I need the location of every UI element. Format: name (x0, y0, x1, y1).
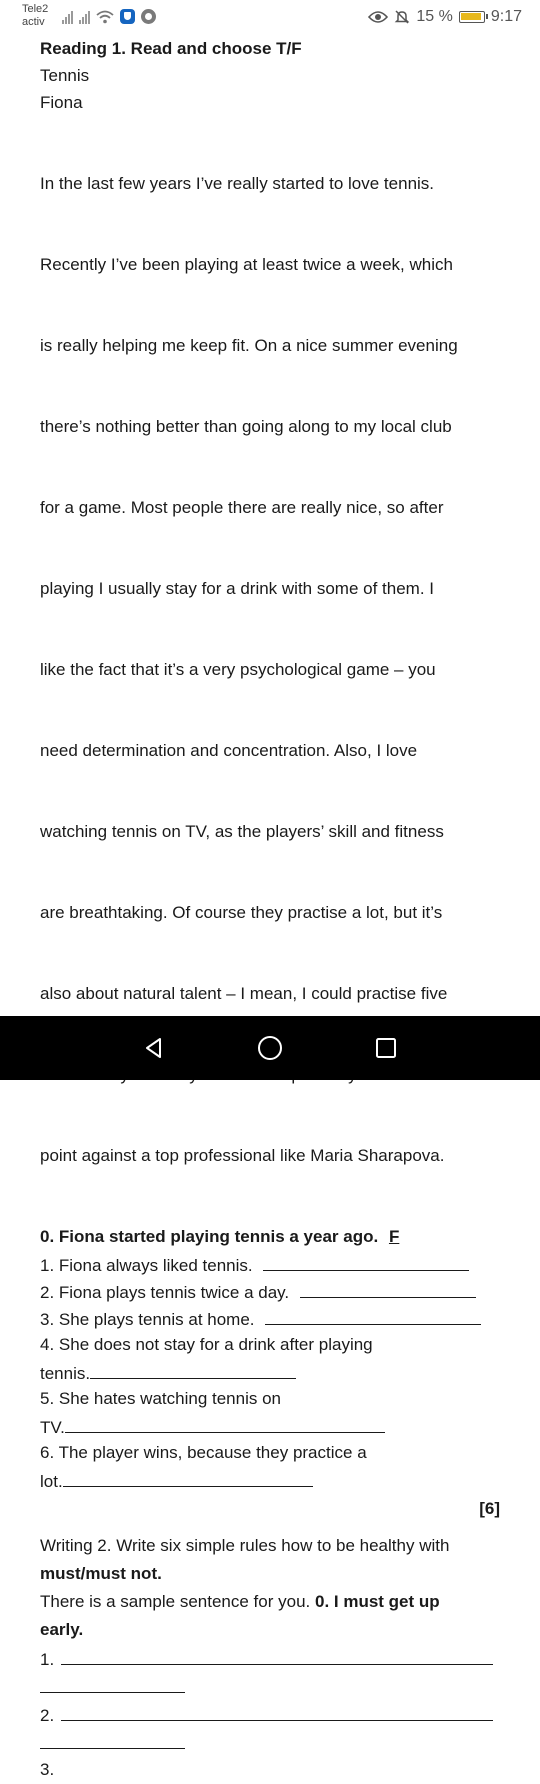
sample-sentence-cont: early. (40, 1620, 84, 1639)
writing-item-3 (40, 1756, 510, 1784)
question-4-text: tennis. (40, 1364, 91, 1383)
back-icon (142, 1036, 166, 1060)
writing-blank[interactable] (40, 1672, 185, 1693)
recents-button[interactable] (371, 1033, 401, 1063)
answer-blank[interactable] (300, 1277, 476, 1298)
writing-item-1-cont (40, 1672, 510, 1700)
question-5-text: TV. (40, 1418, 65, 1437)
passage-line: In the last few years I’ve really started to love tennis. (40, 174, 435, 193)
recents-icon (375, 1037, 397, 1059)
status-icons-right (368, 8, 522, 26)
passage-line: watching tennis on TV, as the players’ skill and fitness (40, 822, 444, 841)
writing-heading: Writing 2. Write six simple rules how to be healthy with (40, 1536, 450, 1555)
signal-icon (62, 10, 73, 24)
writing-blank[interactable] (61, 1644, 493, 1665)
shield-app-icon (120, 9, 135, 24)
battery-icon (459, 11, 485, 23)
writing-item-1 (40, 1644, 510, 1672)
question-5-cont (40, 1412, 510, 1439)
battery-percent: 15 % (416, 8, 453, 25)
carrier-sub: activ (22, 16, 45, 28)
passage-line: is really helping me keep fit. On a nice summer evening (40, 336, 458, 355)
signal-icon (79, 10, 90, 24)
reading-topic: Tennis (40, 66, 90, 85)
passage-line: playing I usually stay for a drink with some of them. I (40, 579, 435, 598)
passage-line: Recently I’ve been playing at least twice a week, which (40, 255, 453, 274)
question-4: 4. She does not stay for a drink after playing (40, 1335, 373, 1354)
question-1-text: 1. Fiona always liked tennis. (40, 1256, 253, 1275)
writing-item-number: 2. (40, 1706, 55, 1725)
home-button[interactable] (255, 1033, 285, 1063)
question-6: 6. The player wins, because they practice a (40, 1443, 367, 1462)
question-2 (40, 1277, 510, 1304)
carrier (22, 3, 48, 29)
reading-heading: Reading 1. Read and choose T/F (40, 39, 302, 58)
reading-score: [6] (479, 1499, 500, 1518)
mute-icon (394, 9, 410, 25)
home-icon (257, 1035, 283, 1061)
question-4-cont (40, 1358, 510, 1385)
wifi-icon (96, 10, 114, 24)
answer-blank[interactable] (63, 1466, 313, 1487)
answer-blank[interactable] (90, 1358, 296, 1379)
worksheet (40, 35, 510, 1784)
passage-line: there’s nothing better than going along to my local club (40, 417, 452, 436)
writing-item-number: 1. (40, 1650, 55, 1669)
question-6-text: lot. (40, 1472, 63, 1491)
sample-sentence: 0. I must get up (314, 1592, 440, 1611)
reading-author: Fiona (40, 93, 83, 112)
writing-item-2 (40, 1700, 510, 1728)
clock: 9:17 (490, 8, 522, 25)
eye-icon (368, 10, 388, 24)
question-2-text: 2. Fiona plays tennis twice a day. (40, 1283, 290, 1302)
example-answer: F (388, 1227, 400, 1246)
writing-sample (40, 1588, 510, 1616)
browser-icon (141, 9, 156, 24)
writing-item-2-cont (40, 1728, 510, 1756)
answer-blank[interactable] (265, 1304, 481, 1325)
question-1 (40, 1250, 510, 1277)
question-3 (40, 1304, 510, 1331)
status-icons-left (62, 9, 156, 24)
question-3-text: 3. She plays tennis at home. (40, 1310, 255, 1329)
sample-intro: There is a sample sentence for you. (40, 1592, 311, 1611)
passage-line: for a game. Most people there are really nice, so after (40, 498, 444, 517)
example-text: 0. Fiona started playing tennis a year ago. (40, 1227, 379, 1246)
writing-blank[interactable] (61, 1700, 493, 1721)
writing-heading-bold: must/must not. (40, 1564, 162, 1583)
question-6-cont (40, 1466, 510, 1493)
passage-line: need determination and concentration. Also, I love (40, 741, 418, 760)
question-5: 5. She hates watching tennis on (40, 1389, 281, 1408)
carrier-name: Tele2 (22, 3, 49, 15)
back-button[interactable] (139, 1033, 169, 1063)
answer-blank[interactable] (263, 1250, 469, 1271)
passage-line: like the fact that it’s a very psychological game – you (40, 660, 436, 679)
passage-line: also about natural talent – I mean, I could practise five (40, 984, 448, 1003)
writing-item-number: 3. (40, 1760, 55, 1779)
passage-line: are breathtaking. Of course they practise a lot, but it’s (40, 903, 443, 922)
writing-blank[interactable] (40, 1728, 185, 1749)
passage-line: point against a top professional like Maria Sharapova. (40, 1146, 445, 1165)
navigation-bar (0, 1016, 540, 1080)
status-bar (0, 0, 540, 36)
answer-blank[interactable] (65, 1412, 385, 1433)
example-question (40, 1223, 510, 1250)
